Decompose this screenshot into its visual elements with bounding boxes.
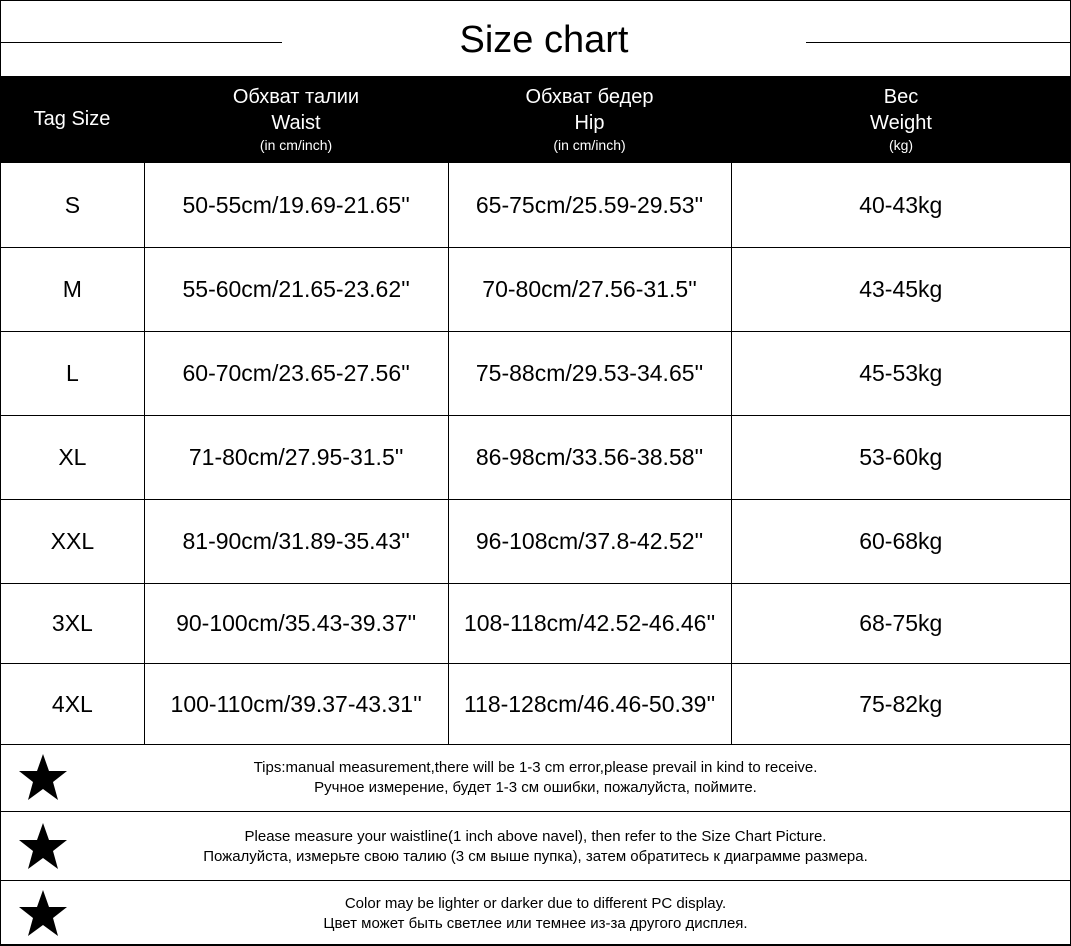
header-weight [731,76,1071,162]
header-weight-en: Weight [870,112,932,134]
waist-cell: 90-100cm/35.43-39.37'' [144,584,448,664]
size-table [0,162,1071,745]
size-cell: XXL [1,500,145,584]
header-hip-en: Hip [574,112,605,134]
header-hip [448,76,731,162]
tip-text-en: Color may be lighter or darker due to different PC display. [344,895,727,912]
page-title: Size chart [459,19,629,61]
size-cell: XL [1,416,145,500]
hip-cell: 86-98cm/33.56-38.58'' [448,416,731,500]
waist-cell: 100-110cm/39.37-43.31'' [144,664,448,745]
title-divider-left [0,42,282,43]
weight-cell: 53-60kg [731,416,1070,500]
header-waist-unit: (in cm/inch) [259,137,333,153]
header-waist-ru: Обхват талии [232,86,360,108]
hip-cell: 75-88cm/29.53-34.65'' [448,332,731,416]
tip-row [0,881,1071,945]
weight-cell: 68-75kg [731,584,1070,664]
title-row [0,0,1071,76]
weight-cell: 45-53kg [731,332,1070,416]
tip-text [0,894,1071,934]
tips-section [0,744,1071,945]
weight-cell: 60-68kg [731,500,1070,584]
waist-cell: 55-60cm/21.65-23.62'' [144,248,448,332]
waist-cell: 50-55cm/19.69-21.65'' [144,163,448,248]
table-row [1,416,1071,500]
size-cell: 4XL [1,664,145,745]
hip-cell: 108-118cm/42.52-46.46'' [448,584,731,664]
table-row [1,332,1071,416]
header-hip-unit: (in cm/inch) [553,137,626,153]
header-waist-en: Waist [271,112,321,134]
weight-cell: 43-45kg [731,248,1070,332]
header-waist [144,76,448,162]
size-cell: 3XL [1,584,145,664]
table-header [0,76,1071,162]
header-tag-size: Tag Size [33,107,111,130]
tip-text-en: Tips:manual measurement,there will be 1-3 cm error,please prevail in kind to receive. [253,759,818,776]
waist-cell: 71-80cm/27.95-31.5'' [144,416,448,500]
hip-cell: 118-128cm/46.46-50.39'' [448,664,731,745]
size-cell: S [1,163,145,248]
table-row [1,500,1071,584]
waist-cell: 60-70cm/23.65-27.56'' [144,332,448,416]
weight-cell: 40-43kg [731,163,1070,248]
hip-cell: 70-80cm/27.56-31.5'' [448,248,731,332]
tip-text [0,827,1071,867]
table-row [1,584,1071,664]
size-cell: L [1,332,145,416]
tip-text [0,758,1071,798]
tip-text-en: Please measure your waistline(1 inch above navel), then refer to the Size Chart Picture. [244,828,827,845]
title-divider-right [806,42,1071,43]
tip-row [0,812,1071,881]
tip-row [0,744,1071,812]
table-row [1,664,1071,745]
header-hip-ru: Обхват бедер [525,86,654,108]
table-row [1,248,1071,332]
table-row [1,163,1071,248]
weight-cell: 75-82kg [731,664,1070,745]
tip-text-ru: Цвет может быть светлее или темнее из-за другого дисплея. [323,915,748,932]
waist-cell: 81-90cm/31.89-35.43'' [144,500,448,584]
tip-text-ru: Ручное измерение, будет 1-3 см ошибки, пожалуйста, поймите. [314,779,757,796]
header-weight-unit: (kg) [888,137,914,153]
hip-cell: 96-108cm/37.8-42.52'' [448,500,731,584]
hip-cell: 65-75cm/25.59-29.53'' [448,163,731,248]
tip-text-ru: Пожалуйста, измерьте свою талию (3 см выше пупка), затем обратитесь к диаграмме размера. [203,848,868,865]
header-weight-ru: Вес [883,86,919,108]
size-cell: M [1,248,145,332]
